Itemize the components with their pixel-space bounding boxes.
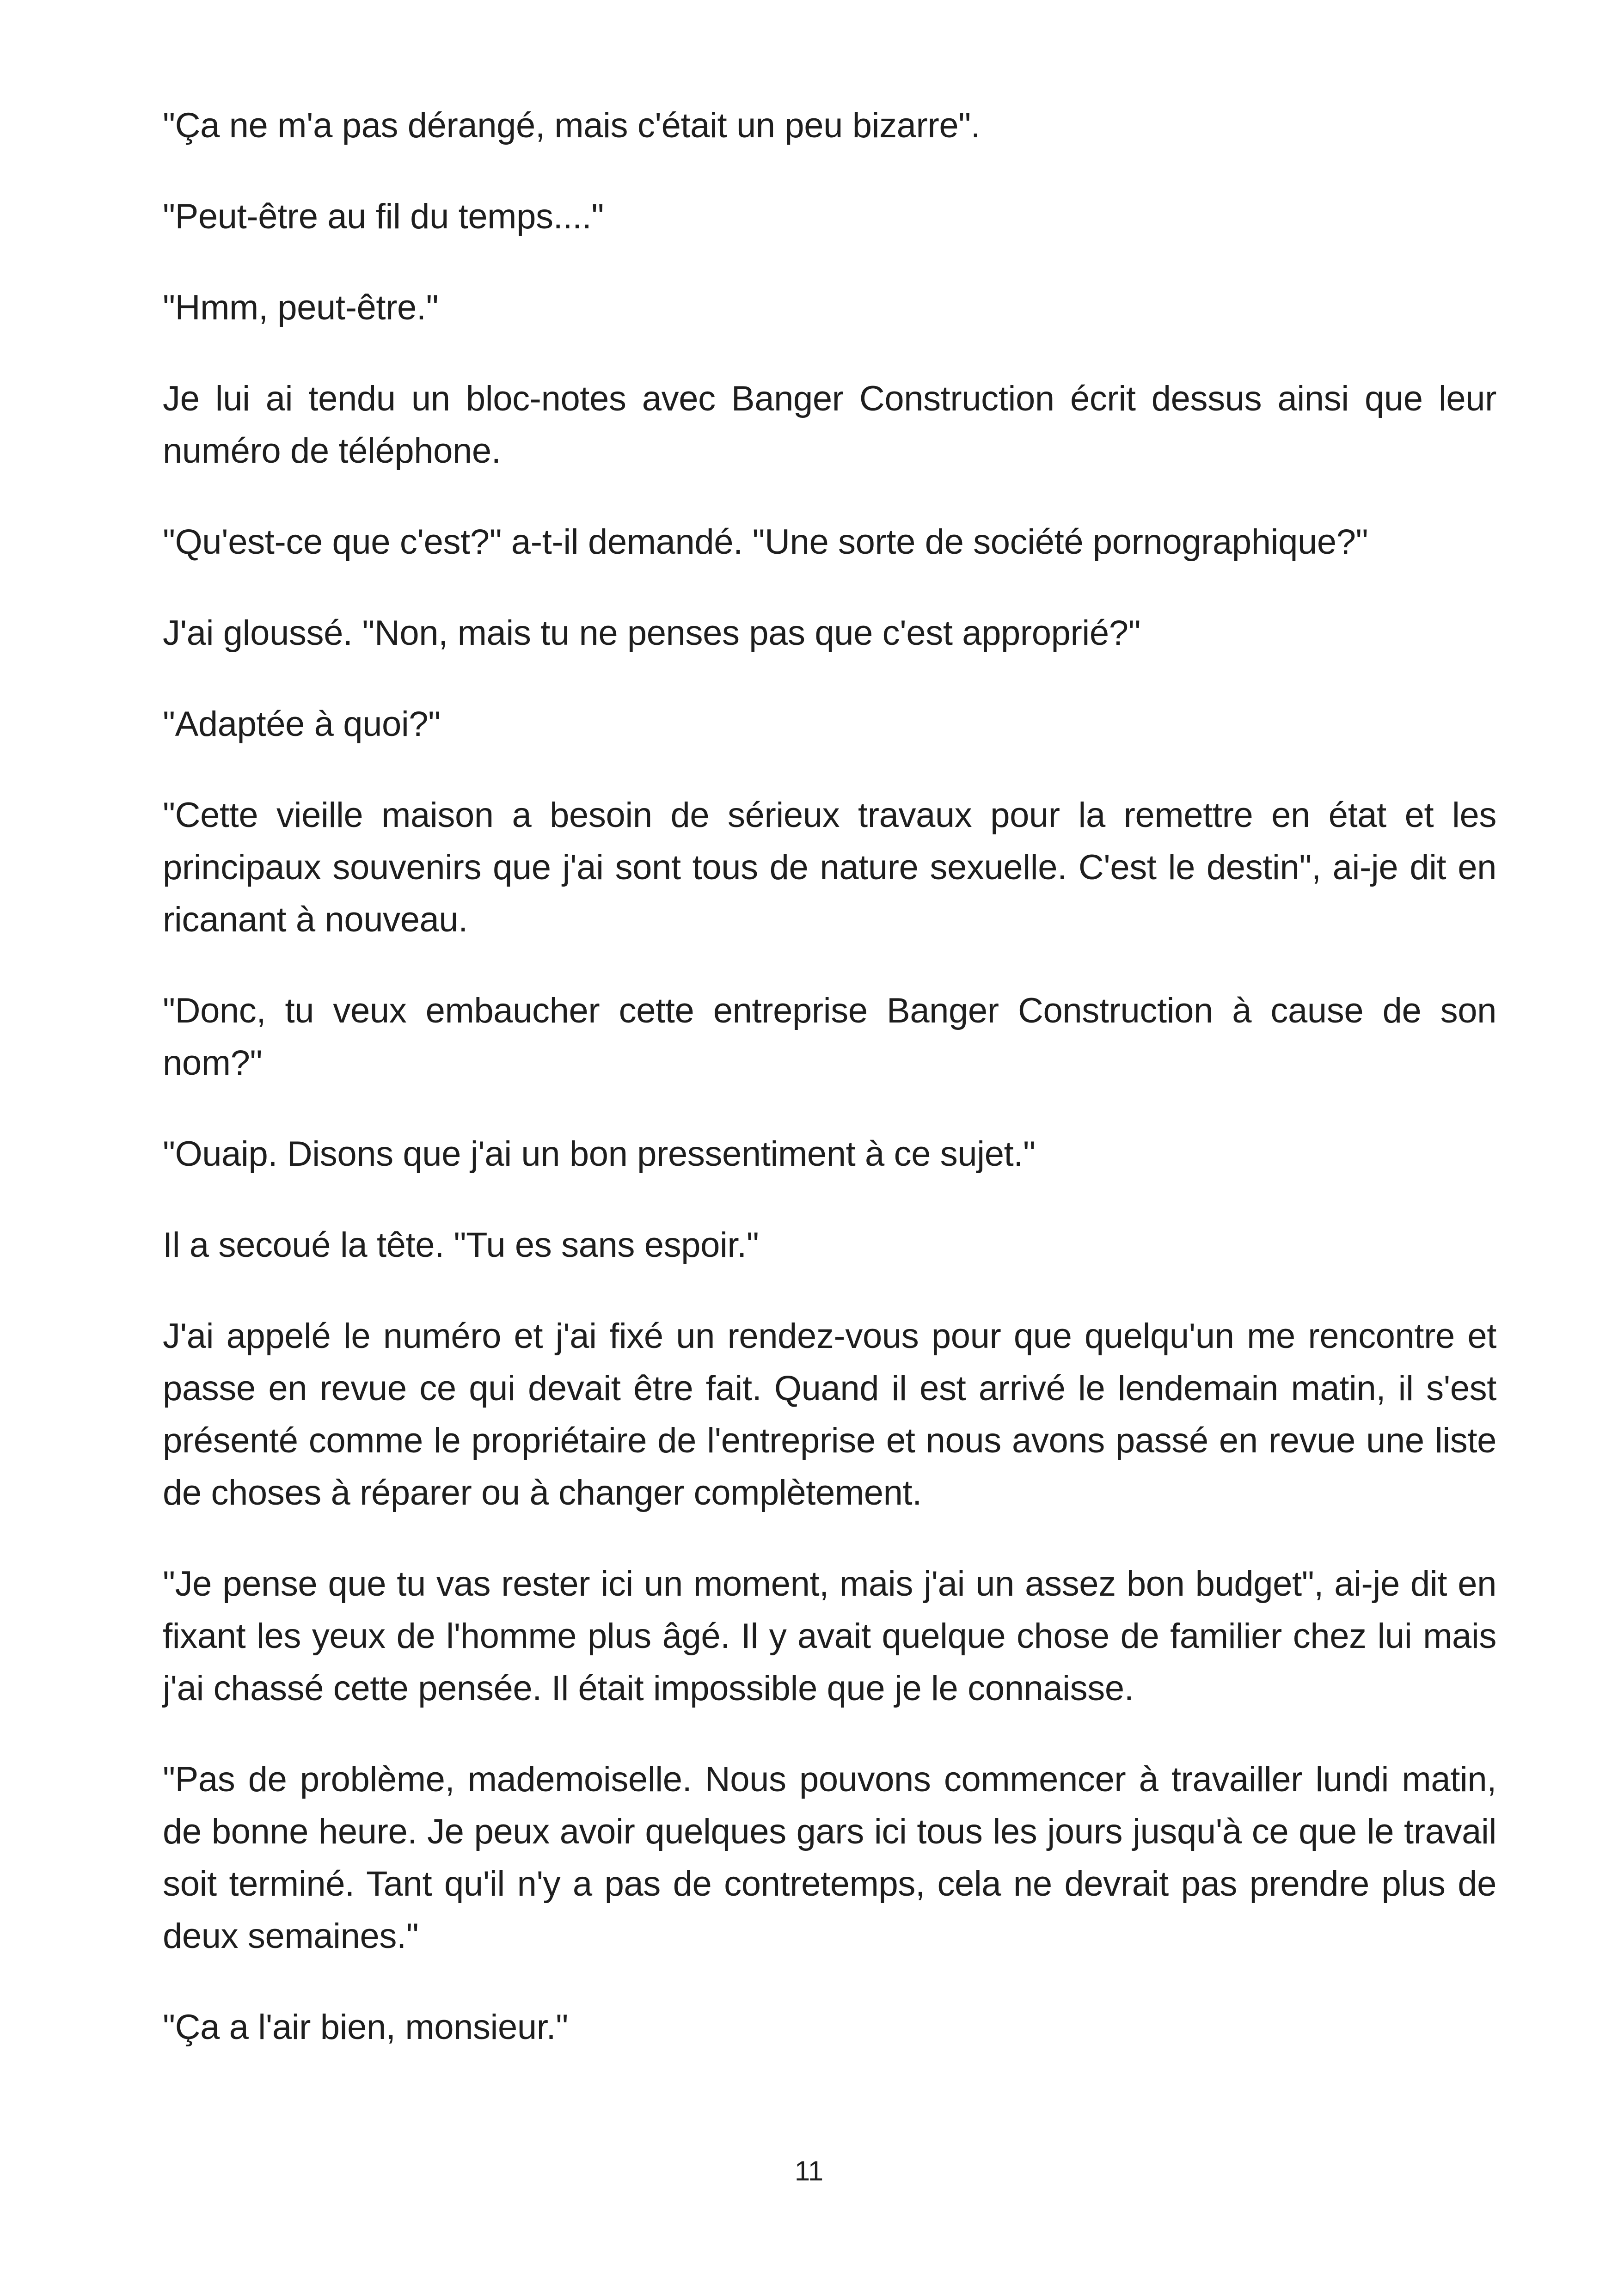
paragraph: "Qu'est-ce que c'est?" a-t-il demandé. "Une sorte de société pornographique?" xyxy=(163,522,1368,562)
paragraph: "Adaptée à quoi?" xyxy=(163,704,441,744)
paragraph: "Je pense que tu vas rester ici un moment, mais j'ai un assez bon budget", ai-je dit en fixant les yeux de l'homme plus âgé. Il y avait quelque chose de familier chez lui mais j'ai chassé cette pensée. Il était impossible que je le connaisse. xyxy=(163,1564,1496,1708)
paragraph: J'ai appelé le numéro et j'ai fixé un rendez-vous pour que quelqu'un me rencontre et passe en revue ce qui devait être fait. Quand il est arrivé le lendemain matin, il s'est présenté comme le propriétaire de l'entreprise et nous avons passé en revue une liste de choses à réparer ou à changer complètement. xyxy=(163,1316,1496,1512)
paragraph: "Pas de problème, mademoiselle. Nous pouvons commencer à travailler lundi matin, de bonne heure. Je peux avoir quelques gars ici tous les jours jusqu'à ce que le travail soit terminé. Tant qu'il n'y a pas de contretemps, cela ne devrait pas prendre plus de deux semaines." xyxy=(163,1760,1496,1956)
paragraph: "Ça a l'air bien, monsieur." xyxy=(163,2008,568,2047)
paragraph: "Hmm, peut-être." xyxy=(163,288,439,327)
paragraph: "Peut-être au fil du temps...." xyxy=(163,197,604,236)
paragraph: J'ai gloussé. "Non, mais tu ne penses pas que c'est approprié?" xyxy=(163,613,1141,653)
page-body xyxy=(163,99,1496,2053)
paragraph: "Donc, tu veux embaucher cette entreprise Banger Construction à cause de son nom?" xyxy=(163,991,1496,1083)
paragraph: "Cette vieille maison a besoin de sérieux travaux pour la remettre en état et les principaux souvenirs que j'ai sont tous de nature sexuelle. C'est le destin", ai-je dit en ricanant à nouveau. xyxy=(163,796,1496,939)
paragraph: "Ça ne m'a pas dérangé, mais c'était un peu bizarre". xyxy=(163,106,981,145)
paragraph: Je lui ai tendu un bloc-notes avec Banger Construction écrit dessus ainsi que leur numéro de téléphone. xyxy=(163,379,1496,471)
paragraph: Il a secoué la tête. "Tu es sans espoir." xyxy=(163,1225,759,1265)
page-number: 11 xyxy=(794,2155,824,2186)
paragraph: "Ouaip. Disons que j'ai un bon pressentiment à ce sujet." xyxy=(163,1134,1036,1174)
